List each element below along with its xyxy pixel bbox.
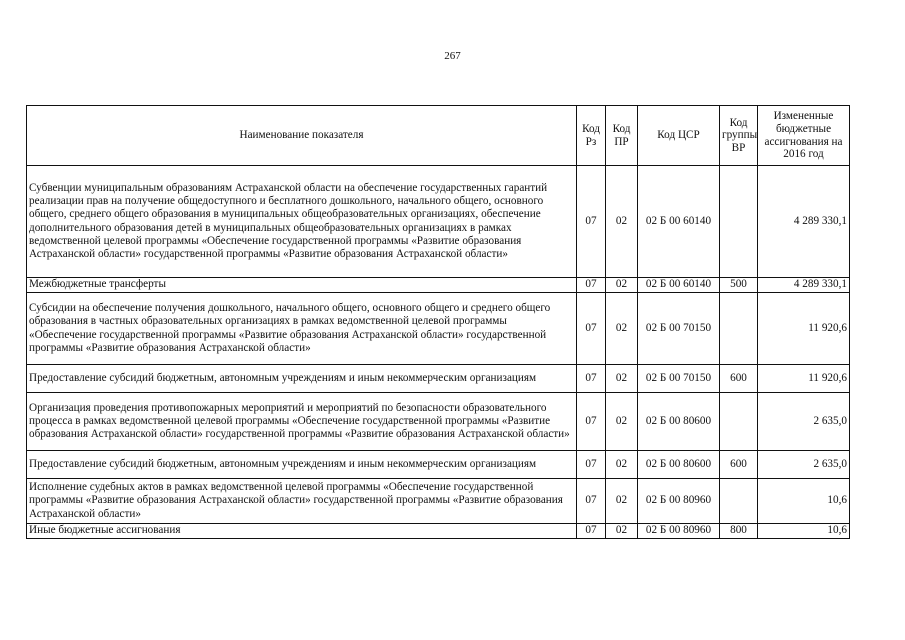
row-pr: 02: [606, 365, 638, 393]
table-row: [27, 451, 850, 479]
row-name: Предоставление субсидий бюджетным, автономным учреждениям и иным некоммерческим организациям: [27, 365, 577, 393]
row-rz: 07: [577, 451, 606, 479]
row-pr: 02: [606, 451, 638, 479]
table-row: [27, 479, 850, 524]
header-csr: Код ЦСР: [638, 106, 720, 166]
row-csr: 02 Б 00 70150: [638, 365, 720, 393]
row-amount: 2 635,0: [758, 393, 850, 451]
row-csr: 02 Б 00 60140: [638, 278, 720, 293]
header-vr: Код группы ВР: [720, 106, 758, 166]
table-row: [27, 365, 850, 393]
table-row: [27, 166, 850, 278]
row-vr: 600: [720, 365, 758, 393]
row-csr: 02 Б 00 70150: [638, 293, 720, 365]
row-vr: [720, 293, 758, 365]
row-amount: 10,6: [758, 479, 850, 524]
row-name: Субвенции муниципальным образованиям Астраханской области на обеспечение государственных гарантий реализации прав на получение общедоступного и бесплатного дошкольного, начального общего, основного общего, среднего общего образования в муниципальных общеобразовательных организациях, обеспечение дополнительного образования детей в муниципальных общеобразовательных организациях в рамках ведомственной целевой программы «Обеспечение государственной программы «Развитие образования Астраханской области» государственной программы «Развитие образования Астраханской области»: [27, 166, 577, 278]
row-vr: 500: [720, 278, 758, 293]
row-pr: 02: [606, 293, 638, 365]
table-row: [27, 393, 850, 451]
header-rz: Код Рз: [577, 106, 606, 166]
row-name: Исполнение судебных актов в рамках ведомственной целевой программы «Обеспечение государственной программы «Развитие образования Астраханской области» государственной программы «Развитие образования Астраханской области»: [27, 479, 577, 524]
row-vr: 600: [720, 451, 758, 479]
header-pr: Код ПР: [606, 106, 638, 166]
row-csr: 02 Б 00 80960: [638, 479, 720, 524]
row-vr: [720, 479, 758, 524]
row-csr: 02 Б 00 80600: [638, 393, 720, 451]
row-pr: 02: [606, 524, 638, 539]
row-pr: 02: [606, 393, 638, 451]
page-number: 267: [444, 50, 461, 62]
table-row: [27, 278, 850, 293]
row-amount: 4 289 330,1: [758, 278, 850, 293]
row-rz: 07: [577, 278, 606, 293]
budget-table: [26, 105, 850, 539]
row-rz: 07: [577, 393, 606, 451]
row-rz: 07: [577, 365, 606, 393]
row-pr: 02: [606, 166, 638, 278]
table-header-row: [27, 106, 850, 166]
row-name: Организация проведения противопожарных мероприятий и мероприятий по безопасности образовательного процесса в рамках ведомственной целевой программы «Обеспечение государственной программы «Развитие образования Астраханской области» государственной программы «Развитие образования Астраханской области»: [27, 393, 577, 451]
row-amount: 11 920,6: [758, 365, 850, 393]
row-amount: 11 920,6: [758, 293, 850, 365]
row-csr: 02 Б 00 60140: [638, 166, 720, 278]
table-row: [27, 293, 850, 365]
row-vr: [720, 166, 758, 278]
table-row: [27, 524, 850, 539]
row-amount: 10,6: [758, 524, 850, 539]
row-rz: 07: [577, 524, 606, 539]
row-name: Межбюджетные трансферты: [27, 278, 577, 293]
row-rz: 07: [577, 166, 606, 278]
row-name: Субсидии на обеспечение получения дошкольного, начального общего, основного общего и среднего общего образования в частных образовательных организациях в рамках ведомственной целевой программы «Обеспечение государственной программы «Развитие образования Астраханской области» государственной программы «Развитие образования Астраханской области»: [27, 293, 577, 365]
row-name: Иные бюджетные ассигнования: [27, 524, 577, 539]
row-pr: 02: [606, 479, 638, 524]
row-csr: 02 Б 00 80600: [638, 451, 720, 479]
row-pr: 02: [606, 278, 638, 293]
row-rz: 07: [577, 293, 606, 365]
row-name: Предоставление субсидий бюджетным, автономным учреждениям и иным некоммерческим организациям: [27, 451, 577, 479]
row-vr: [720, 393, 758, 451]
row-vr: 800: [720, 524, 758, 539]
row-amount: 2 635,0: [758, 451, 850, 479]
row-rz: 07: [577, 479, 606, 524]
row-csr: 02 Б 00 80960: [638, 524, 720, 539]
header-name: Наименование показателя: [27, 106, 577, 166]
row-amount: 4 289 330,1: [758, 166, 850, 278]
header-amount: Измененные бюджетные ассигнования на 2016 год: [758, 106, 850, 166]
